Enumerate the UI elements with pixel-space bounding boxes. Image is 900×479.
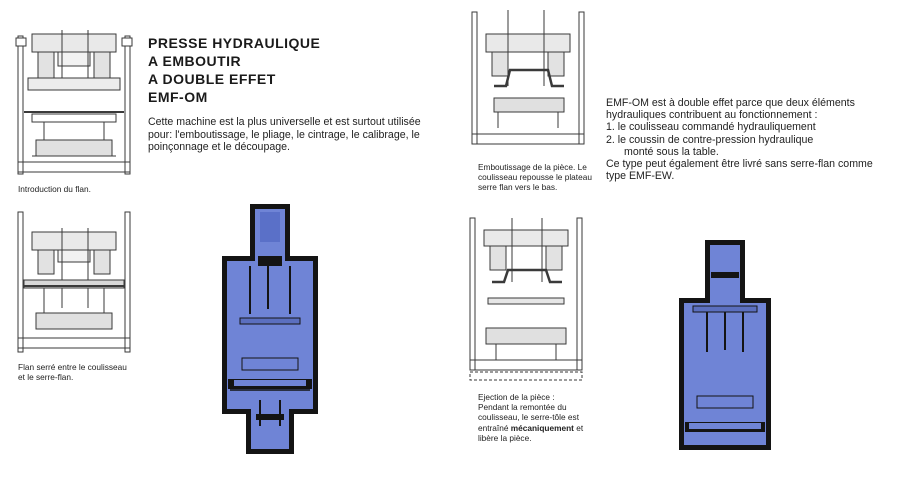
title-line-2: A EMBOUTIR — [148, 53, 242, 69]
right-description — [606, 97, 891, 182]
right-intro: EMF-OM est à double effet parce que deux éléments hydrauliques contribuent au fonctionnement : — [606, 97, 855, 122]
right-outro: Ce type peut également être livré sans serre-flan comme type EMF-EW. — [606, 158, 873, 183]
title-line-3: A DOUBLE EFFET — [148, 71, 276, 87]
caption-ejection-text: Pendant la remontée du coulisseau, le serre-tôle est entraîné — [478, 402, 579, 433]
caption-ejection — [478, 392, 594, 443]
title-line-1: PRESSE HYDRAULIQUE — [148, 35, 321, 51]
list-item-1-text: le coulisseau commandé hydrauliquement — [617, 121, 816, 134]
press-drawing-ejection — [466, 210, 591, 385]
list-item-1 — [606, 121, 891, 133]
press-drawing-flan-serre — [14, 208, 139, 358]
press-drawing-introduction — [14, 30, 139, 180]
caption-ejection-bold: mécaniquement — [510, 422, 574, 433]
caption-introduction: Introduction du flan. — [18, 184, 91, 194]
caption-emboutissage: Emboutissage de la pièce. Le coulisseau repousse le plateau serre flan vers le bas. — [478, 162, 592, 193]
list-item-2 — [606, 134, 891, 146]
caption-ejection-title: Ejection de la pièce : — [478, 392, 555, 402]
cylinder-diagram-emf-om — [220, 204, 320, 456]
caption-ejection-end: et libère la pièce. — [478, 422, 584, 443]
intro-paragraph: Cette machine est la plus universelle et est surtout utilisée pour: l'emboutissage, le pliage, le cintrage, le calibrage, le poinçonnage et le découpage. — [148, 116, 421, 154]
title-line-4: EMF-OM — [148, 89, 208, 105]
caption-flan-serre: Flan serré entre le coulisseau et le serre-flan. — [18, 362, 127, 383]
cylinder-diagram-emf-ew — [677, 240, 773, 452]
page-title — [148, 34, 320, 106]
list-item-2-continued: monté sous la table. — [624, 145, 719, 158]
list-item-2-number: 2. — [606, 133, 615, 146]
list-item-1-number: 1. — [606, 121, 615, 134]
press-drawing-emboutissage — [468, 6, 593, 156]
list-item-2-text: le coussin de contre-pression hydraulique — [617, 133, 814, 146]
